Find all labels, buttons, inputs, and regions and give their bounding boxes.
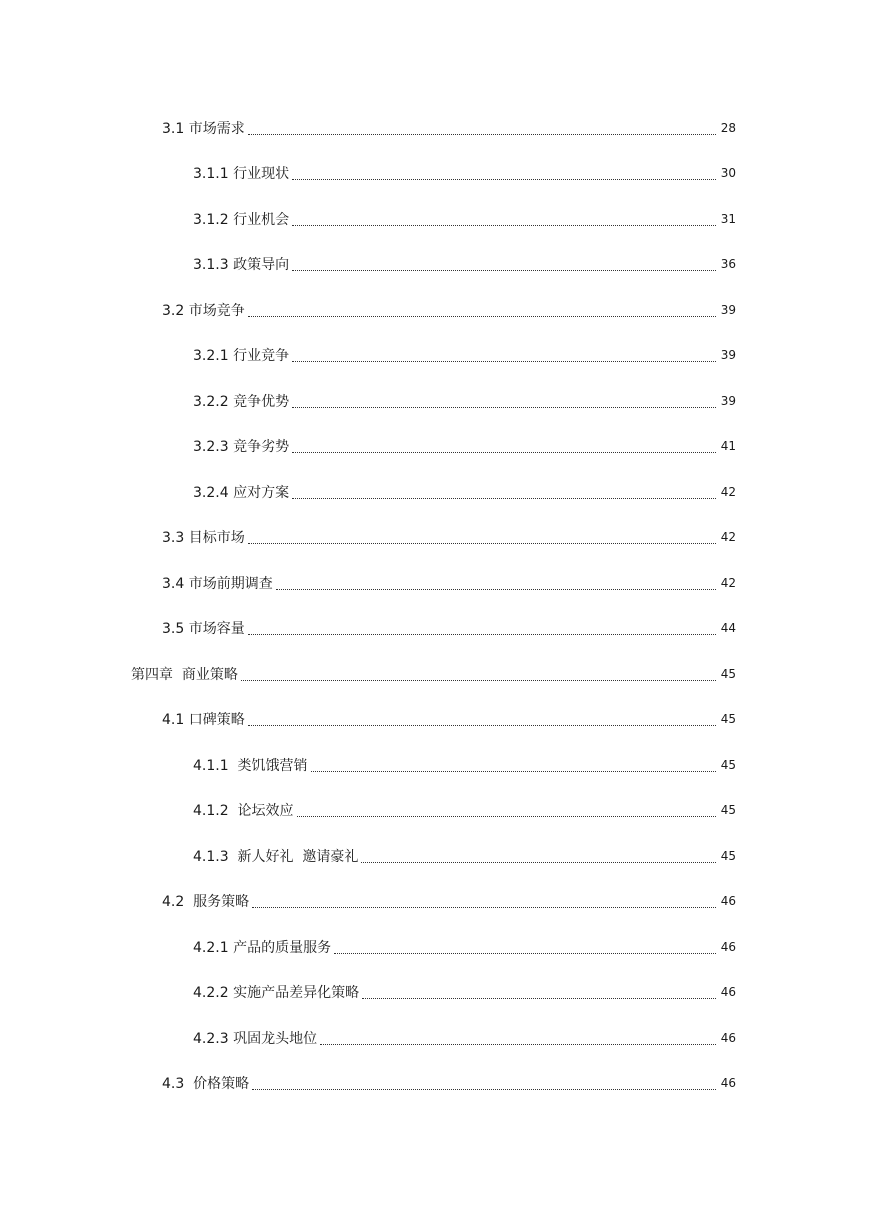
- toc-entry-label: 3.2.4 应对方案: [193, 484, 290, 501]
- toc-entry-chapter-4[interactable]: [0, 651, 869, 697]
- toc-entry-label: 3.2.3 竞争劣势: [193, 439, 290, 456]
- dot-leader: [311, 770, 716, 772]
- toc-entry-label: 3.5 市场容量: [162, 621, 245, 638]
- toc-page-number: 39: [720, 393, 736, 408]
- dot-leader: [292, 497, 716, 499]
- toc-page-number: 45: [720, 757, 736, 772]
- dot-leader: [248, 315, 716, 317]
- toc-entry-3-1-2[interactable]: [0, 196, 869, 242]
- toc-entry-4-2-3[interactable]: [0, 1015, 869, 1061]
- toc-entry-label: 3.3 目标市场: [162, 530, 245, 547]
- table-of-contents: [0, 105, 869, 1106]
- toc-entry-label: 3.2 市场竞争: [162, 302, 245, 319]
- dot-leader: [252, 1088, 716, 1090]
- dot-leader: [292, 406, 716, 408]
- toc-entry-label: 3.1.3 政策导向: [193, 257, 290, 274]
- toc-entry-3-2-1[interactable]: [0, 333, 869, 379]
- toc-page-number: 45: [720, 712, 736, 727]
- toc-entry-3-2-3[interactable]: [0, 424, 869, 470]
- toc-entry-label: 3.1.2 行业机会: [193, 211, 290, 228]
- dot-leader: [292, 451, 716, 453]
- toc-page-number: 41: [720, 439, 736, 454]
- toc-page-number: 42: [720, 484, 736, 499]
- toc-entry-3-1-3[interactable]: [0, 242, 869, 288]
- toc-page-number: 45: [720, 848, 736, 863]
- toc-page-number: 45: [720, 666, 736, 681]
- dot-leader: [248, 724, 716, 726]
- toc-entry-3-1[interactable]: [0, 105, 869, 151]
- toc-page-number: 44: [720, 621, 736, 636]
- toc-entry-3-5[interactable]: [0, 606, 869, 652]
- toc-page-number: 46: [720, 939, 736, 954]
- dot-leader: [241, 679, 716, 681]
- toc-page-number: 28: [720, 120, 736, 135]
- dot-leader: [361, 861, 716, 863]
- toc-entry-label: 第四章 商业策略: [131, 666, 238, 683]
- dot-leader: [292, 224, 716, 226]
- dot-leader: [292, 178, 716, 180]
- toc-entry-4-2-1[interactable]: [0, 924, 869, 970]
- dot-leader: [297, 815, 716, 817]
- toc-entry-label: 4.1.2 论坛效应: [193, 803, 294, 820]
- toc-entry-label: 4.2.3 巩固龙头地位: [193, 1030, 318, 1047]
- toc-entry-4-3[interactable]: [0, 1061, 869, 1107]
- toc-entry-label: 4.2.1 产品的质量服务: [193, 939, 332, 956]
- toc-page-number: 45: [720, 803, 736, 818]
- dot-leader: [276, 588, 716, 590]
- toc-entry-4-1[interactable]: [0, 697, 869, 743]
- toc-entry-4-1-3[interactable]: [0, 833, 869, 879]
- toc-entry-3-2[interactable]: [0, 287, 869, 333]
- dot-leader: [362, 997, 716, 999]
- toc-entry-label: 4.2 服务策略: [162, 894, 250, 911]
- dot-leader: [334, 952, 716, 954]
- toc-entry-3-2-4[interactable]: [0, 469, 869, 515]
- toc-entry-3-1-1[interactable]: [0, 151, 869, 197]
- toc-entry-label: 3.4 市场前期调查: [162, 575, 273, 592]
- toc-page-number: 30: [720, 166, 736, 181]
- toc-page-number: 46: [720, 894, 736, 909]
- dot-leader: [252, 906, 716, 908]
- toc-entry-label: 3.2.1 行业竞争: [193, 348, 290, 365]
- dot-leader: [248, 633, 716, 635]
- toc-entry-label: 4.1.1 类饥饿营销: [193, 757, 308, 774]
- dot-leader: [320, 1043, 716, 1045]
- toc-entry-label: 3.2.2 竞争优势: [193, 393, 290, 410]
- toc-page-number: 36: [720, 257, 736, 272]
- toc-entry-label: 4.2.2 实施产品差异化策略: [193, 985, 360, 1002]
- dot-leader: [248, 133, 716, 135]
- dot-leader: [248, 542, 716, 544]
- toc-page-number: 31: [720, 211, 736, 226]
- toc-entry-3-4[interactable]: [0, 560, 869, 606]
- toc-entry-label: 3.1 市场需求: [162, 120, 245, 137]
- toc-entry-4-2[interactable]: [0, 879, 869, 925]
- dot-leader: [292, 360, 716, 362]
- toc-entry-label: 4.3 价格策略: [162, 1076, 250, 1093]
- toc-entry-label: 3.1.1 行业现状: [193, 166, 290, 183]
- toc-page-number: 46: [720, 1030, 736, 1045]
- toc-entry-4-1-2[interactable]: [0, 788, 869, 834]
- toc-page-number: 39: [720, 348, 736, 363]
- toc-page-number: 39: [720, 302, 736, 317]
- toc-entry-3-3[interactable]: [0, 515, 869, 561]
- toc-page-number: 46: [720, 985, 736, 1000]
- dot-leader: [292, 269, 716, 271]
- toc-entry-3-2-2[interactable]: [0, 378, 869, 424]
- toc-entry-4-2-2[interactable]: [0, 970, 869, 1016]
- toc-page-number: 42: [720, 530, 736, 545]
- toc-entry-label: 4.1.3 新人好礼 邀请豪礼: [193, 848, 359, 865]
- toc-page-number: 46: [720, 1076, 736, 1091]
- toc-entry-label: 4.1 口碑策略: [162, 712, 245, 729]
- toc-page-number: 42: [720, 575, 736, 590]
- toc-entry-4-1-1[interactable]: [0, 742, 869, 788]
